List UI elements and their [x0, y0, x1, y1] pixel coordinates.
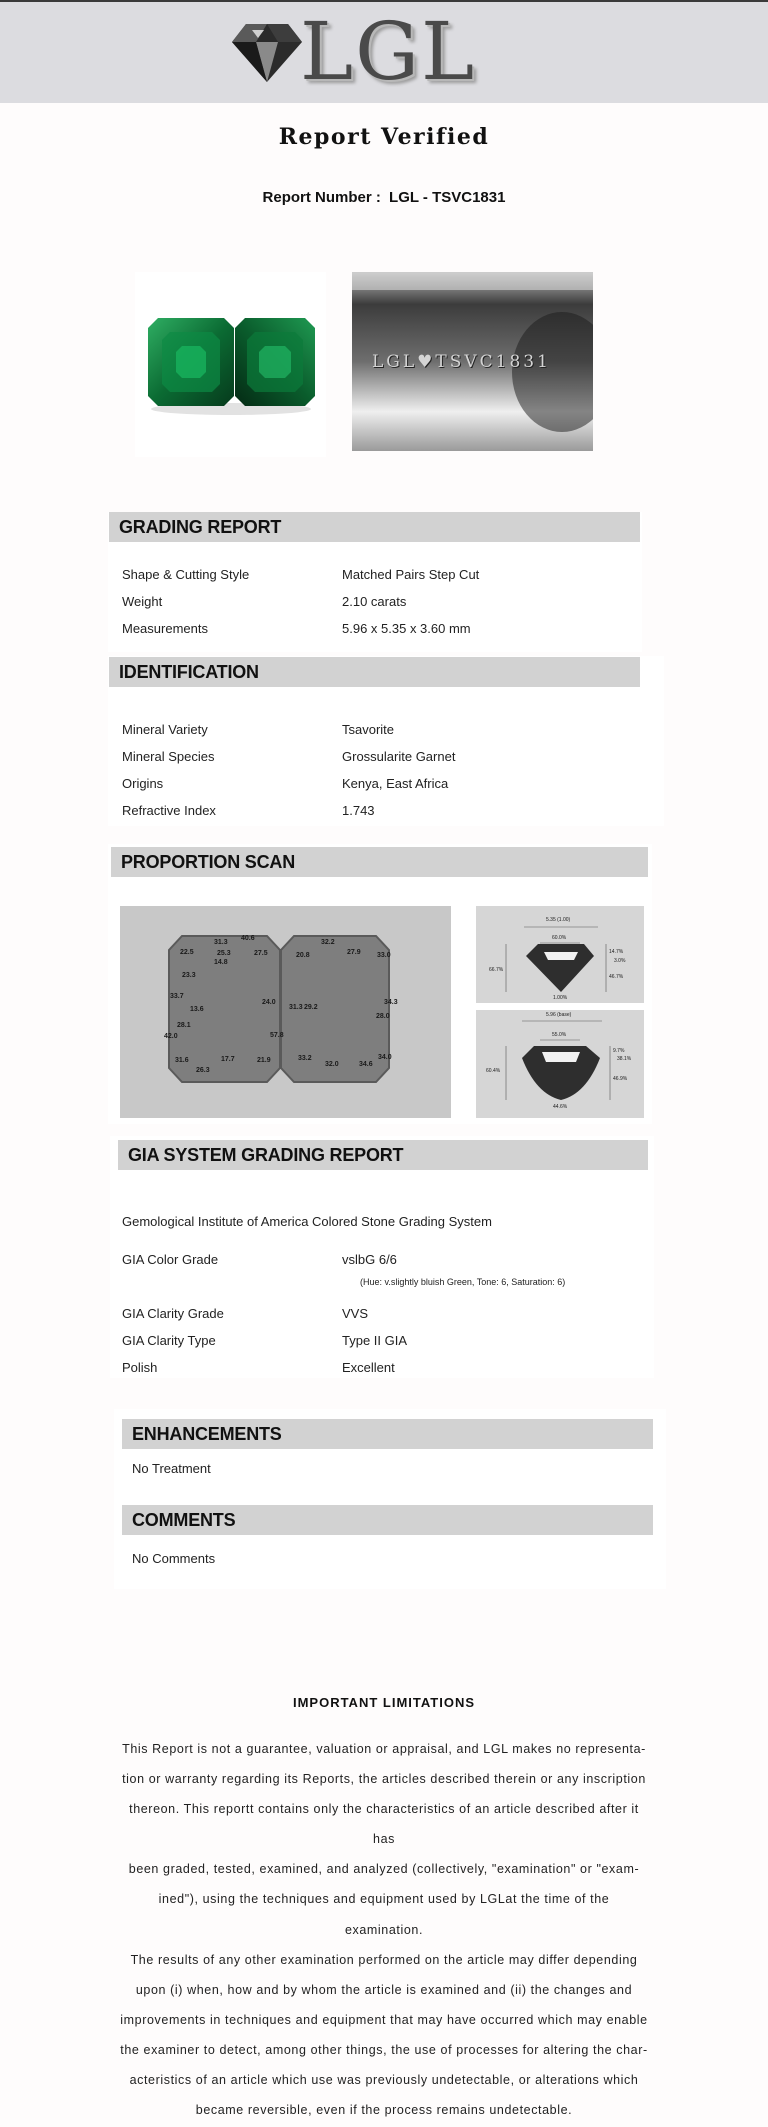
gia-subtitle: Gemological Institute of America Colored Stone Grading System	[122, 1214, 492, 1229]
proportion-scan-header	[111, 847, 648, 877]
scan-value: 28.0	[376, 1013, 390, 1020]
scan-value: 23.3	[182, 972, 196, 979]
grading-report-header	[109, 512, 640, 542]
scan-value: 33.0	[377, 952, 391, 959]
proportion-scan-plot	[120, 906, 451, 1118]
scan-value: 31.3	[289, 1004, 303, 1011]
gia-grading-header	[118, 1140, 648, 1170]
scan-value: 25.3	[217, 950, 231, 957]
diagram-label: 1.00%	[553, 995, 568, 1001]
scan-value: 33.7	[170, 993, 184, 1000]
grading-report-title: GRADING REPORT	[119, 517, 282, 537]
scan-value: 34.0	[378, 1054, 392, 1061]
scan-value: 14.8	[214, 959, 228, 966]
profile-diagram-bottom	[476, 1010, 644, 1118]
diagram-label: 60.4%	[486, 1068, 501, 1074]
enhancements-value: No Treatment	[132, 1461, 211, 1476]
inscription-photo	[352, 272, 593, 451]
scan-value: 27.9	[347, 949, 361, 956]
lgl-logo	[232, 5, 492, 98]
scan-value: 31.3	[214, 939, 228, 946]
scan-value: 17.7	[221, 1056, 235, 1063]
scan-value: 26.3	[196, 1067, 210, 1074]
limitations-line: been graded, tested, examined, and analyzed (collectively, "examination" or "exam-	[128, 1862, 640, 1877]
diagram-label: 14.7%	[609, 949, 624, 955]
limitations-line: The results of any other examination performed on the article may differ depending	[130, 1952, 638, 1967]
scan-value: 57.8	[270, 1032, 284, 1039]
scan-value: 20.8	[296, 952, 310, 959]
limitations-title: IMPORTANT LIMITATIONS	[292, 1695, 476, 1710]
identification-title: IDENTIFICATION	[119, 662, 259, 682]
proportion-scan-title: PROPORTION SCAN	[121, 852, 296, 872]
scan-value: 40.6	[241, 935, 255, 942]
page-title: Report Verified	[278, 124, 490, 150]
limitations-line: became reversible, even if the process remains undetectable.	[195, 2103, 573, 2118]
scan-value: 31.6	[175, 1057, 189, 1064]
diagram-label: 5.96 (base)	[546, 1012, 572, 1018]
comments-value: No Comments	[132, 1551, 216, 1566]
enhancements-title: ENHANCEMENTS	[132, 1424, 282, 1444]
gemstone-photo	[135, 272, 326, 457]
diagram-label: 38.1%	[617, 1056, 632, 1062]
scan-value: 33.2	[298, 1055, 312, 1062]
scan-value: 32.2	[321, 939, 335, 946]
scan-value: 32.0	[325, 1061, 339, 1068]
color-grade-note: (Hue: v.slightly bluish Green, Tone: 6, Saturation: 6)	[360, 1277, 566, 1287]
diagram-label: 9.7%	[613, 1048, 625, 1054]
comments-header	[122, 1505, 653, 1535]
diagram-label: 44.6%	[553, 1104, 568, 1110]
limitations-line: tion or warranty regarding its Reports, the articles described therein or any inscription	[122, 1772, 646, 1787]
report-number	[0, 189, 768, 206]
inscription-text: LGL♥TSVC1831	[372, 352, 551, 372]
limitations-line: ined"), using the techniques and equipment used by LGLat the time of the examination.	[158, 1892, 610, 1937]
diagram-label: 3.0%	[614, 958, 626, 964]
limitations-line: acteristics of an article which use was previously undetectable, or alterations which	[129, 2073, 639, 2088]
limitations-text	[118, 1734, 650, 2125]
diamond-icon	[232, 22, 302, 84]
scan-value: 28.1	[177, 1022, 191, 1029]
enhancements-header	[122, 1419, 653, 1449]
limitations-line: the examiner to detect, among other things, the use of processes for altering the char-	[120, 2042, 648, 2057]
limitations-line: improvements in techniques and equipment that may have occurred which may enable	[120, 2012, 648, 2027]
report-number-label: Report Number :	[262, 189, 381, 206]
limitations-line: upon (i) when, how and by whom the article is examined and (ii) the changes and	[135, 1982, 633, 1997]
scan-value: 22.5	[180, 949, 194, 956]
scan-value: 13.6	[190, 1006, 204, 1013]
scan-value: 34.6	[359, 1061, 373, 1068]
gia-grading-title: GIA SYSTEM GRADING REPORT	[128, 1145, 404, 1165]
report-number-value: LGL - TSVC1831	[389, 189, 506, 206]
limitations-line: thereon. This reportt contains only the characteristics of an article described after it has	[129, 1802, 639, 1847]
diagram-label: 66.7%	[489, 967, 504, 973]
scan-value: 29.2	[304, 1004, 318, 1011]
scan-value: 24.0	[262, 999, 276, 1006]
diagram-label: 55.0%	[552, 1032, 567, 1038]
scan-value: 42.0	[164, 1033, 178, 1040]
scan-value: 27.5	[254, 950, 268, 957]
scan-value: 34.3	[384, 999, 398, 1006]
diagram-label: 5.35 (1.00)	[546, 917, 571, 923]
comments-title: COMMENTS	[132, 1510, 236, 1530]
diagram-label: 46.7%	[609, 974, 624, 980]
logo-text: LGL	[300, 5, 477, 98]
diagram-label: 46.9%	[613, 1076, 628, 1082]
limitations-line: This Report is not a guarantee, valuation or appraisal, and LGL makes no representa-	[122, 1742, 646, 1756]
identification-section	[108, 656, 664, 826]
profile-diagram-top	[476, 906, 644, 1003]
identification-header	[109, 657, 640, 687]
diagram-label: 60.0%	[552, 935, 567, 941]
scan-value: 21.9	[257, 1057, 271, 1064]
